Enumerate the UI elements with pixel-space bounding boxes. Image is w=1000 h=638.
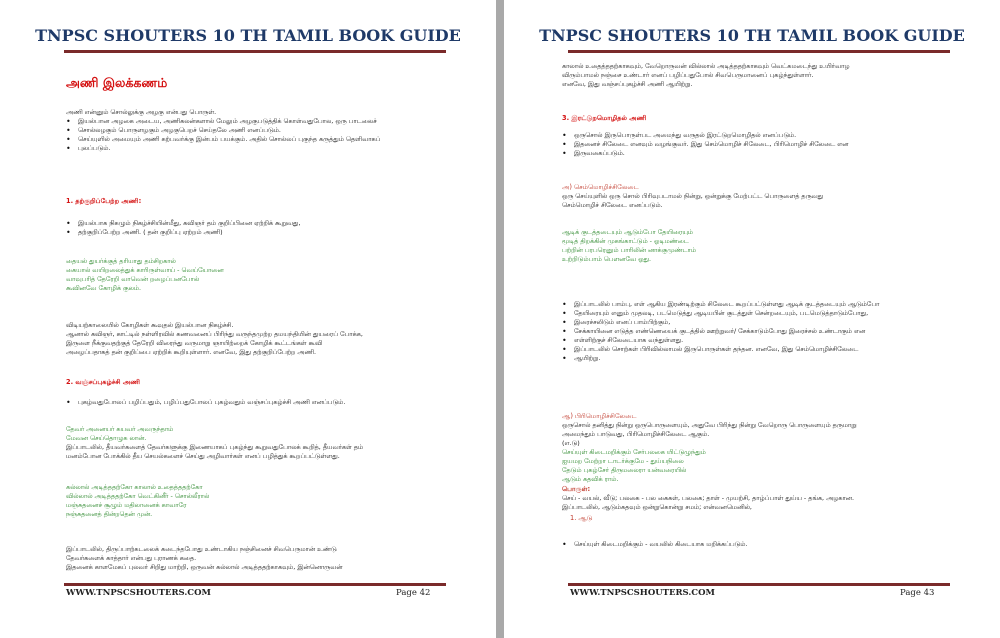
subheading: அ) செம்மொழிச்சிலேடை <box>562 183 639 191</box>
paragraph <box>66 545 343 572</box>
para-line: இதனைக் காளமேகப் புலவர் சிறிது மாற்றி, ஒருவன் கல்லால் அடித்ததற்காகவும், இன்னொருவன் <box>66 563 343 571</box>
poem-line: உற்றிடும்பாம் பௌனவே ஓது. <box>562 255 652 263</box>
poem-line: கையால் வயிறலைத்துக் காரிருள்வாய் - வெய்யோனை <box>66 266 224 274</box>
poem-line: பற்றின் பரபரெனும் பாரிலின் னாக்குமுண்டாம் <box>562 246 697 254</box>
para-line: தேவர்களைக் காத்தார் என்பது புராணக் கதை. <box>66 554 197 562</box>
poem-block <box>66 483 209 519</box>
list-item-cont: • இரைச்சலிடும் எனப் பாம்பிற்கும், <box>562 318 879 327</box>
meaning-label: பொருள்: <box>562 485 591 493</box>
list-item: • இதனைச் சிலேடை எனவும் வழங்குவர். இது செம்மொழிச் சிலேடை, பிரிமொழிச் சிலேடை என <box>562 140 848 149</box>
para-line: எனவே, இது வஞ்சப்புகழ்ச்சி அணி ஆயிற்று. <box>562 80 693 88</box>
section3-bullets <box>562 131 848 158</box>
para-line: ஆனால் கவிஞர், காட்டில் நள்ளிரவில் கணவனைப் பிரிந்து வருந்தமுற்ற தமயந்தியின் துயரைப் போக்க, <box>66 330 363 338</box>
list-item-cont: • புலப்படும். <box>66 144 380 153</box>
section-heading: 1. தற்குறிப்பேற்ற அணி: <box>66 197 142 205</box>
paragraph <box>562 62 850 89</box>
poem-block <box>562 228 696 264</box>
poem-block <box>66 257 224 293</box>
list-item-cont: • எள்ளிற்குச் சிலேடையாக வந்துள்ளது. <box>562 336 879 345</box>
page-number: Page 42 <box>396 588 431 598</box>
poem-line: வில்லால் அடித்ததற்கோ வெட்கினீர் - சொல்லீரால் <box>66 492 210 500</box>
para-line: மனம்போன போக்கில் தீய செயல்களைச் செய்து அழிவார்கள் எனப் பழித்துக் கூறப்பட்டுள்ளது. <box>66 452 340 460</box>
para-line: இப்பாடலில், திருப்பாற்கடலைக் கடைந்தபோது உண்டாகிய நஞ்சினைச் சிவபெருமான் உண்டு <box>66 545 337 553</box>
para-line: காலால் உதைத்ததற்காகவும், வேறொருவன் வில்லால் அடித்ததற்காகவும் வெட்கமடைந்து உயிர்வாழ <box>562 62 850 70</box>
list-item: • ஒருசொல் இருபொருள்பட அமைந்து வருதல் இரட்டுறமொழிதல் எனப்படும். <box>562 131 848 140</box>
subheading: 1. ஆடு <box>570 514 593 522</box>
intro-bullets <box>66 117 380 153</box>
poem-line: ஆடும் கதவிக் ராம். <box>562 475 619 483</box>
subheading: ஆ) பிரிமொழிச்சிலேடை <box>562 412 637 420</box>
poem-block <box>562 448 706 484</box>
section-heading: 2. வஞ்சப்புகழ்ச்சி அணி <box>66 378 141 386</box>
section1-bullets <box>66 219 301 237</box>
paragraph <box>562 421 857 448</box>
poem-line: தேடும் புகழ்சேர் திருமலைரா யன்வரையில் <box>562 466 687 474</box>
final-bullets <box>562 540 747 549</box>
list-item: • புகழ்வதுபோலப் பழிப்பதும், பழிப்பதுபோலப் புகழ்வதும் வஞ்சப்புகழ்ச்சி அணி எனப்படும். <box>66 398 345 407</box>
poem-line: மேவன செய்தொழுக லான். <box>66 434 147 442</box>
list-item: • செய்யுள் கிடைமறிக்கும் - வயலில் கிடையாக மறிக்கப்படும். <box>562 540 747 549</box>
para-line: இப்பாடலில், தீயவர்களைத் தேவர்களுக்கு இணையாகப் புகழ்ந்து கூறுவதுபோலக் கூறித், தீயவர்கள் தம் <box>66 443 364 451</box>
poem-line: கூவினவே கோழிக் குலம். <box>66 284 142 292</box>
para-line: விடியற்காலையில் கோழிகள் கூவுதல் இயல்பான நிகழ்ச்சி. <box>66 321 234 329</box>
footer-site: WWW.TNPSCSHOUTERS.COM <box>66 588 211 598</box>
list-item: • இயல்பான அழகை அடைய, அணிகலன்களால் மேலும் அழகுபடுத்திக் கொள்வதுபோல, ஒரு பாடலைச் <box>66 117 380 126</box>
poem-line: ஐயமற மேற்றா டாடர்க்குமே - துய்யநிலை <box>562 457 684 465</box>
para-line: ஒருசொல் தனித்து நின்று ஒருபொருளையும், அதுவே பிரிந்து நின்று வேறொரு பொருளையும் தருமாறு <box>562 421 857 429</box>
list-item-cont: • ஆயிற்று. <box>562 354 879 363</box>
page-43 <box>504 0 1000 638</box>
header-rule <box>568 50 950 53</box>
footer-rule <box>568 583 950 586</box>
header-rule <box>64 50 446 53</box>
example-label: (எ.டு) <box>562 439 580 447</box>
paragraph <box>562 192 823 210</box>
paragraph <box>562 494 854 512</box>
poem-line: மூடித் திறக்கின் முகங்காட்டும் - ஓடிமண்டை <box>562 237 689 245</box>
para-line: செம்மொழிச் சிலேடை எனப்படும். <box>562 201 663 209</box>
list-item: • செய்யுளில் அமையும் அணி கற்பவர்க்கு இன்பம் பயக்கும். அதில் சொல்லப் புகுந்த கருத்தும் தெளிவாகப் <box>66 135 380 144</box>
para-line: இருளை நீக்குவதற்குத் தேரேறி விரைந்து வருமாறு ஞாயிற்றைக் கோழிக் கூட்டங்கள் கூவி <box>66 339 323 347</box>
page-number: Page 43 <box>900 588 935 598</box>
para-line: ஒரு செய்யுளில் ஒரு சொல் பிரிவுபடாமல் நின்று, ஒன்றுக்கு மேற்பட்ட பொருளைத் தருவது <box>562 192 824 200</box>
section-heading: 3. இரட்டுறமொழிதல் அணி <box>562 114 647 122</box>
list-item: • சேக்காயினை எடுத்த எண்ணெயைக் குடத்தில் ஊற்றுவர்/ சேக்காடும்போது இரைச்சல் உண்டாகும் என <box>562 327 879 336</box>
poem-line: தையல் துயர்க்குத் தரியாது தம்சிறகால் <box>66 257 176 265</box>
header-title: TNPSC SHOUTERS 10 TH TAMIL BOOK GUIDE <box>35 26 461 45</box>
explanation-bullets <box>562 300 879 363</box>
poem-line: கல்லால் அடித்ததற்கோ காலால் உதைத்ததற்கோ <box>66 483 203 491</box>
page-42 <box>0 0 496 638</box>
para-line: இப்பாடலில், ஆடும்கதவும் ஒன்றுகொன்று சமம்; என்வனமெனில், <box>562 503 752 511</box>
list-item-cont: • இருவகைப்படும். <box>562 149 848 158</box>
poem-block <box>66 425 173 443</box>
poem-line: மஞ்சுதனைச் சூழும் மதிலானைக் காவாரே <box>66 501 187 509</box>
list-item: • தற்குறிப்பேற்ற அணி. ( தன் குறிப்பு ஏற்றம் அணி) <box>66 228 301 237</box>
list-item: • இப்பாடலில் சொற்கள் பிரிவில்லாமல் இருபொருள்கள் தந்தன. எனவே, இது செம்மொழிச்சிலேடை <box>562 345 879 354</box>
list-item: • இயல்பாக நிகழும் நிகழ்ச்சியின்மீது, கவிஞர் தம் குறிப்பினை ஏற்றிக் கூறுவது, <box>66 219 301 228</box>
para-line: அமைந்தும் பாடுவது, பிரிமொழிச்சிலேடை ஆகும். <box>562 430 710 438</box>
section2-bullets <box>66 398 345 407</box>
list-item-cont: • தேயிரையும் எனும் முதலடி, படமெடுத்து ஆடியபின் குடத்துள் சென்றடையும், படமெடுத்தாடும்போது, <box>562 309 879 318</box>
intro-text: அணி என்னும் சொல்லுக்கு அழகு என்பது பொருள். <box>66 108 217 116</box>
poem-line: நஞ்சுதனைத் தின்றதென் முன். <box>66 510 153 518</box>
para-line: செய் - வயல், வீடு; பலகை - பல கைகள், பலகை; தாள் - முயற்சி, தாழ்ப்பாள் துய்ய - தங்க, அழகான. <box>562 494 855 502</box>
page-title: அணி இலக்கணம் <box>66 75 168 90</box>
footer-site: WWW.TNPSCSHOUTERS.COM <box>570 588 715 598</box>
list-item: • இப்பாடலில் பாம்பு, எள் ஆகிய இரண்டிற்கும் சிலேடை கூறப்பட்டுள்ளது ஆடிக் குடத்தடையும் ஆடும்போ <box>562 300 879 309</box>
poem-line: தேவர் அனையர் கயவர் அவருந்தாம் <box>66 425 174 433</box>
paragraph <box>66 321 363 357</box>
poem-line: ஆடிக் குடத்தடையும் ஆடும்போ தேயிரையும் <box>562 228 693 236</box>
paragraph <box>66 443 363 461</box>
poem-line: செய்யுள் கிடைமறிக்கும் சேர்பலகை யிட்டுழுந்தும் <box>562 448 706 456</box>
para-line: அழைப்பதாகத் தன் குறிப்பை ஏற்றிக் கூறியுள்ளார். எனவே, இது தற்குறிப்பேற்ற அணி. <box>66 348 317 356</box>
poem-line: வாவுபரித் தேரேறி வாவென் றழைப்பனபோல் <box>66 275 200 283</box>
footer-rule <box>64 583 446 586</box>
header-title: TNPSC SHOUTERS 10 TH TAMIL BOOK GUIDE <box>539 26 965 45</box>
para-line: விரும்பாமல் நஞ்சை உண்டார் எனப் பழிப்பதுபோல் சிவபெருமானைப் புகழ்ந்துள்ளார். <box>562 71 814 79</box>
list-item-cont: • சொல்லழகும் பொருளழகும் அழகுபெறச் செய்தலே அணி எனப்படும். <box>66 126 380 135</box>
